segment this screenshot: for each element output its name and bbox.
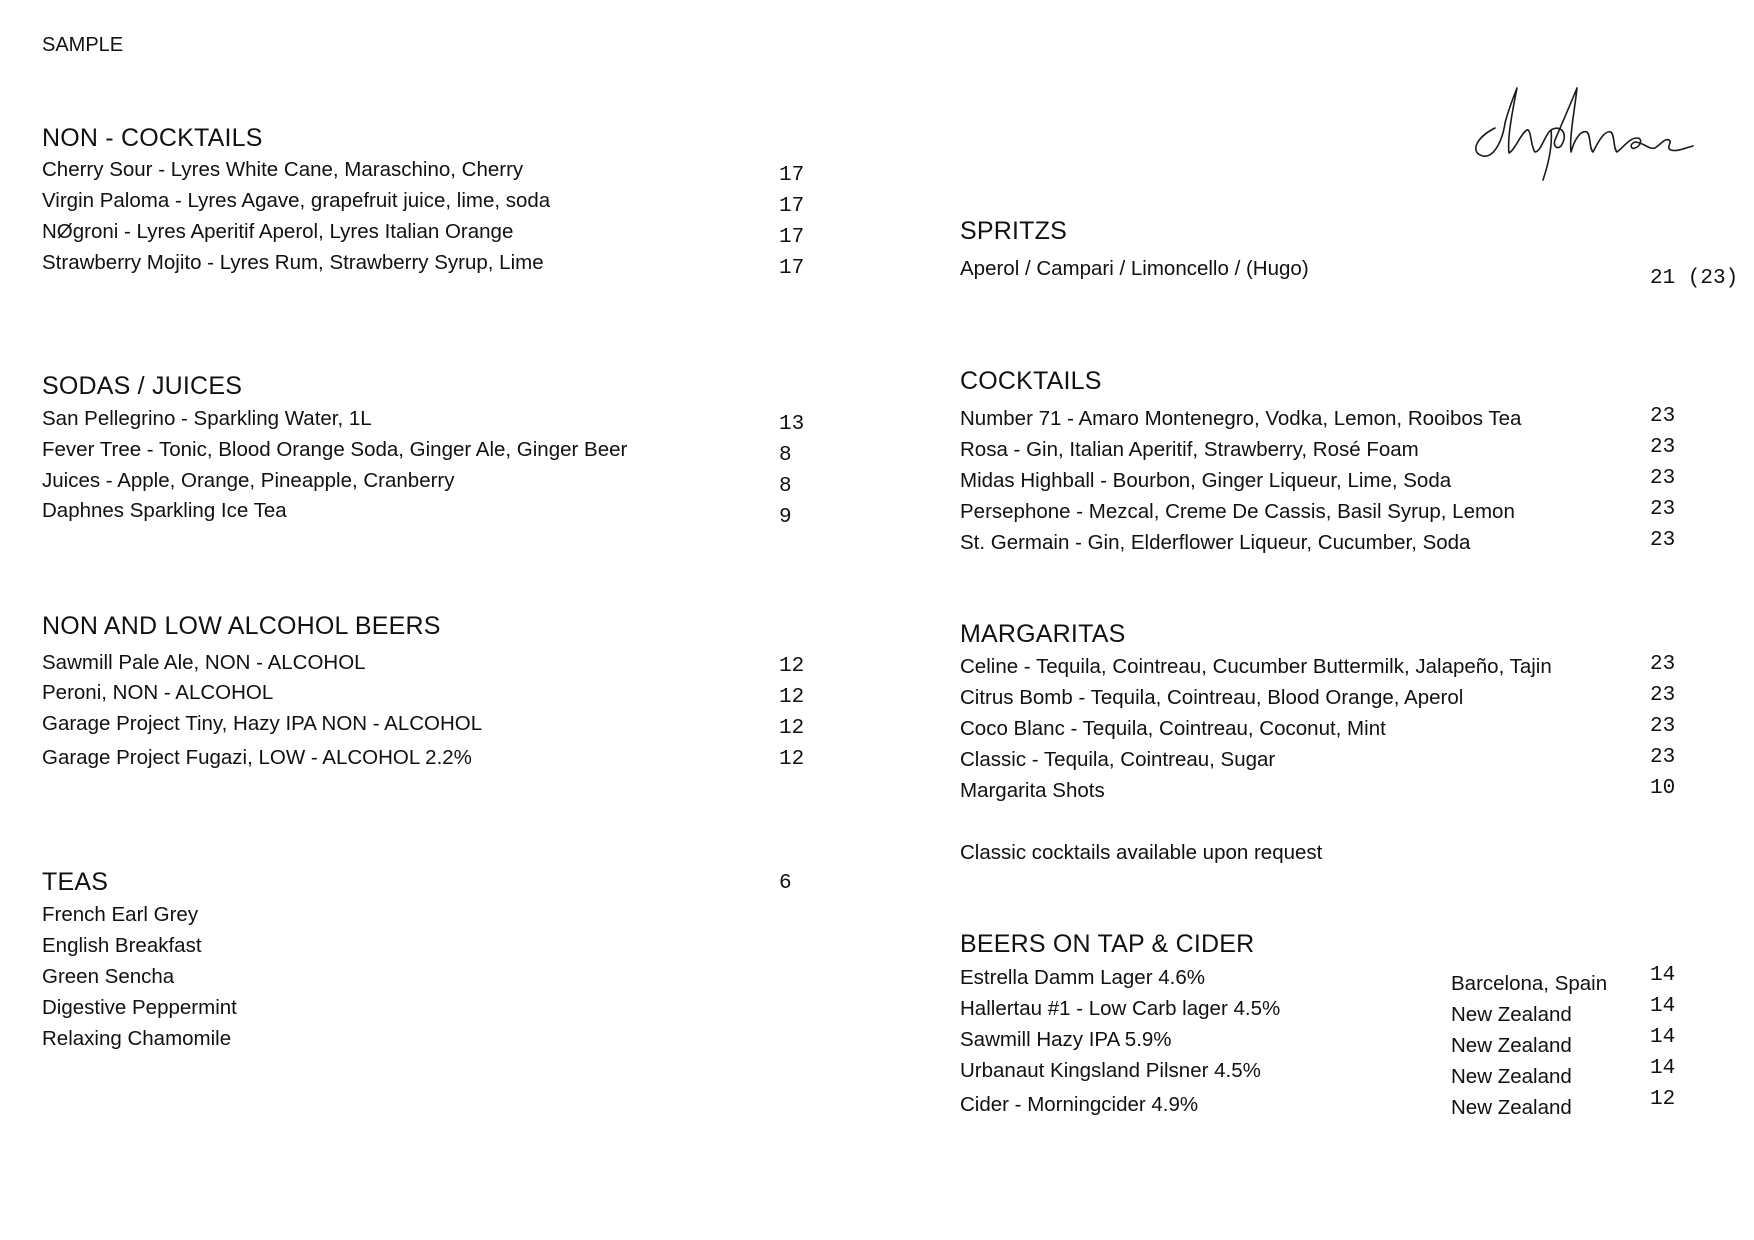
menu-item-price: 23 [1650, 405, 1676, 428]
menu-item-price: 14 [1650, 964, 1676, 987]
menu-item-name: Garage Project Tiny, Hazy IPA NON - ALCOHOL [42, 712, 483, 735]
sample-label: SAMPLE [42, 34, 124, 56]
menu-item-name: Persephone - Mezcal, Creme De Cassis, Basil Syrup, Lemon [960, 500, 1515, 523]
menu-item-price: 23 [1650, 715, 1676, 738]
menu-item-price: 10 [1650, 777, 1676, 800]
menu-item-price: 17 [779, 195, 805, 218]
teas-price: 6 [779, 872, 792, 895]
menu-item-price: 23 [1650, 467, 1676, 490]
menu-item-name: Estrella Damm Lager 4.6% [960, 966, 1205, 989]
menu-item-price: 12 [779, 717, 805, 740]
menu-item-price: 12 [779, 686, 805, 709]
beer-origin: New Zealand [1451, 1034, 1572, 1057]
menu-item-name: Strawberry Mojito - Lyres Rum, Strawberry Syrup, Lime [42, 251, 544, 274]
menu-item-price: 14 [1650, 1057, 1676, 1080]
daphnes-logo [1465, 68, 1695, 188]
menu-item-price: 13 [779, 413, 805, 436]
section-title-beers-tap: BEERS ON TAP & CIDER [960, 930, 1255, 958]
menu-item-name: Citrus Bomb - Tequila, Cointreau, Blood Orange, Aperol [960, 686, 1464, 709]
menu-item-name: Celine - Tequila, Cointreau, Cucumber Buttermilk, Jalapeño, Tajin [960, 655, 1552, 678]
beer-origin: New Zealand [1451, 1096, 1572, 1119]
menu-item-price: 23 [1650, 653, 1676, 676]
menu-item-name: Peroni, NON - ALCOHOL [42, 681, 274, 704]
menu-item-name: Sawmill Hazy IPA 5.9% [960, 1028, 1172, 1051]
menu-item-price: 23 [1650, 529, 1676, 552]
menu-item-name: Coco Blanc - Tequila, Cointreau, Coconut, Mint [960, 717, 1386, 740]
menu-item-price: 12 [779, 655, 805, 678]
menu-item-name: Cherry Sour - Lyres White Cane, Maraschino, Cherry [42, 158, 524, 181]
menu-item-name: Garage Project Fugazi, LOW - ALCOHOL 2.2% [42, 746, 472, 769]
cocktails-note: Classic cocktails available upon request [960, 841, 1323, 864]
menu-item-name: Aperol / Campari / Limoncello / (Hugo) [960, 257, 1309, 280]
menu-item-price: 23 [1650, 498, 1676, 521]
menu-item-name: Hallertau #1 - Low Carb lager 4.5% [960, 997, 1281, 1020]
menu-item-price: 23 [1650, 746, 1676, 769]
menu-item-price: 23 [1650, 684, 1676, 707]
menu-item-name: NØgroni - Lyres Aperitif Aperol, Lyres Italian Orange [42, 220, 514, 243]
section-title-margaritas: MARGARITAS [960, 620, 1126, 648]
menu-item-name: Urbanaut Kingsland Pilsner 4.5% [960, 1059, 1261, 1082]
section-title-non-cocktails: NON - COCKTAILS [42, 124, 263, 152]
menu-item-price: 17 [779, 164, 805, 187]
menu-item-name: Rosa - Gin, Italian Aperitif, Strawberry, Rosé Foam [960, 438, 1419, 461]
menu-item-name: Midas Highball - Bourbon, Ginger Liqueur, Lime, Soda [960, 469, 1452, 492]
tea-item: Green Sencha [42, 965, 175, 988]
menu-item-price: 14 [1650, 1026, 1676, 1049]
menu-item-name: Margarita Shots [960, 779, 1105, 802]
menu-item-name: San Pellegrino - Sparkling Water, 1L [42, 407, 372, 430]
beer-origin: New Zealand [1451, 1065, 1572, 1088]
tea-item: English Breakfast [42, 934, 202, 957]
section-title-teas: TEAS [42, 868, 109, 896]
menu-item-name: Daphnes Sparkling Ice Tea [42, 499, 287, 522]
menu-item-price: 9 [779, 506, 792, 529]
menu-item-price: 12 [1650, 1088, 1676, 1111]
menu-item-price: 23 [1650, 436, 1676, 459]
menu-item-name: Number 71 - Amaro Montenegro, Vodka, Lemon, Rooibos Tea [960, 407, 1522, 430]
menu-item-name: Virgin Paloma - Lyres Agave, grapefruit juice, lime, soda [42, 189, 551, 212]
menu-item-price: 14 [1650, 995, 1676, 1018]
tea-item: Relaxing Chamomile [42, 1027, 232, 1050]
section-title-cocktails: COCKTAILS [960, 367, 1102, 395]
menu-item-price: 12 [779, 748, 805, 771]
menu-item-name: Classic - Tequila, Cointreau, Sugar [960, 748, 1276, 771]
menu-item-price: 8 [779, 475, 792, 498]
section-title-non-low-beers: NON AND LOW ALCOHOL BEERS [42, 612, 441, 640]
section-title-spritzs: SPRITZS [960, 217, 1067, 245]
menu-item-price: 8 [779, 444, 792, 467]
menu-item-price: 17 [779, 257, 805, 280]
beer-origin: Barcelona, Spain [1451, 972, 1608, 995]
beer-origin: New Zealand [1451, 1003, 1572, 1026]
menu-item-name: Cider - Morningcider 4.9% [960, 1093, 1199, 1116]
menu-item-name: Fever Tree - Tonic, Blood Orange Soda, Ginger Ale, Ginger Beer [42, 438, 628, 461]
menu-item-name: Sawmill Pale Ale, NON - ALCOHOL [42, 651, 366, 674]
tea-item: French Earl Grey [42, 903, 199, 926]
tea-item: Digestive Peppermint [42, 996, 237, 1019]
menu-item-price: 21 (23) [1650, 267, 1739, 290]
menu-item-price: 17 [779, 226, 805, 249]
menu-item-name: St. Germain - Gin, Elderflower Liqueur, Cucumber, Soda [960, 531, 1471, 554]
section-title-sodas-juices: SODAS / JUICES [42, 372, 243, 400]
menu-item-name: Juices - Apple, Orange, Pineapple, Cranberry [42, 469, 455, 492]
